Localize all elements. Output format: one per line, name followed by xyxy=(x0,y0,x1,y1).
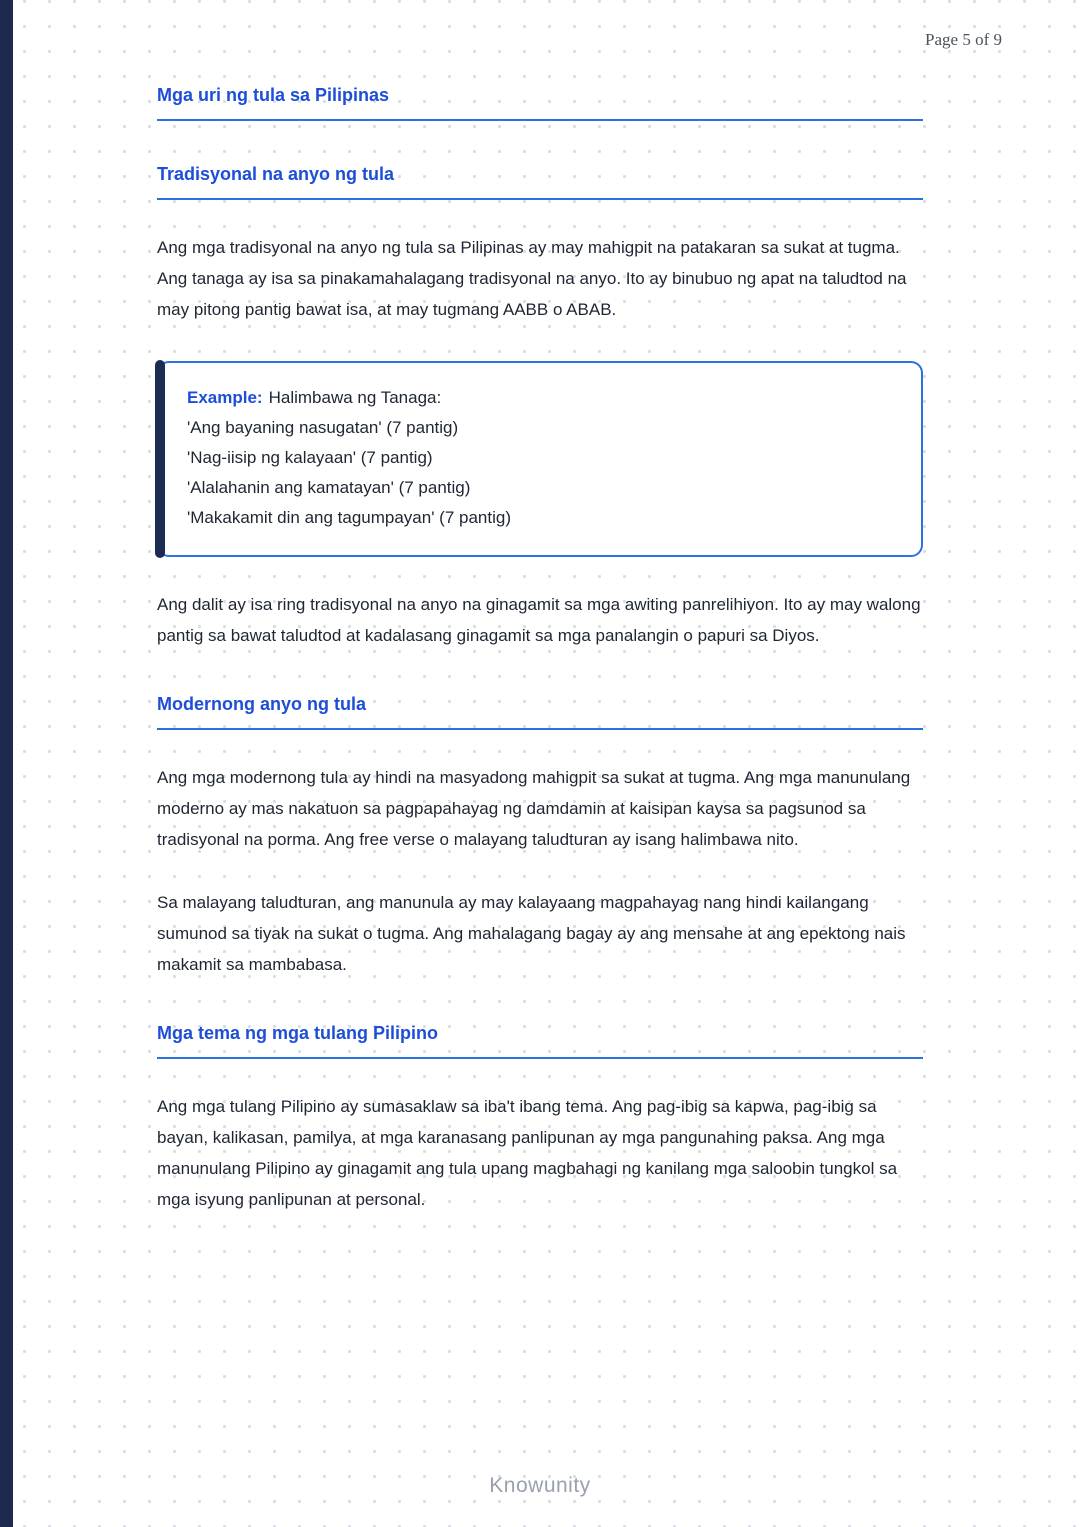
brand-footer: Knowunity xyxy=(489,1474,591,1497)
example-accent-bar xyxy=(155,360,165,558)
paragraph-moderno-2: Sa malayang taludturan, ang manunula ay may kalayaang magpahayag nang hindi kailangang sumunod sa tiyak na sukat o tugma. Ang mahalagang bagay ay ang mensahe at ang epektong nais makamit sa mambabasa. xyxy=(157,893,906,974)
example-verse-line-2: 'Nag-iisip ng kalayaan' (7 pantig) xyxy=(187,448,433,467)
example-label: Example: xyxy=(187,388,263,407)
paragraph-moderno-1: Ang mga modernong tula ay hindi na masyadong mahigpit sa sukat at tugma. Ang mga manunulang moderno ay mas nakatuon sa pagpapahayag ng damdamin at kaisipan kaysa sa pagsunod sa tradisyonal na porma. Ang free verse o malayang taludturan ay isang halimbawa nito. xyxy=(157,768,911,849)
section-heading-tradisyonal: Tradisyonal na anyo ng tula xyxy=(157,163,923,200)
document-body xyxy=(157,84,923,1215)
paragraph-tradisyonal-1: Ang mga tradisyonal na anyo ng tula sa Pilipinas ay may mahigpit na patakaran sa sukat at tugma. Ang tanaga ay isa sa pinakamahalagang tradisyonal na anyo. Ito ay binubuo ng apat na taludtod na may pitong pantig bawat isa, at may tugmang AABB o ABAB. xyxy=(157,238,907,319)
example-verse-line-3: 'Alalahanin ang kamatayan' (7 pantig) xyxy=(187,478,471,497)
page-edge-accent-bar xyxy=(0,0,13,1527)
section-heading-tema: Mga tema ng mga tulang Pilipino xyxy=(157,1022,923,1059)
example-intro-text: Halimbawa ng Tanaga: xyxy=(268,388,442,407)
example-intro-line xyxy=(187,383,897,413)
example-verse-line-4: 'Makakamit din ang tagumpayan' (7 pantig) xyxy=(187,508,512,527)
section-heading-moderno: Modernong anyo ng tula xyxy=(157,693,923,730)
document-title: Mga uri ng tula sa Pilipinas xyxy=(157,84,923,121)
paragraph-tradisyonal-2: Ang dalit ay isa ring tradisyonal na anyo na ginagamit sa mga awiting panrelihiyon. Ito ay may walong pantig sa bawat taludtod at kadalasang ginagamit sa mga panalangin o papuri sa Diyos. xyxy=(157,595,921,645)
paragraph-tema-1: Ang mga tulang Pilipino ay sumasaklaw sa iba't ibang tema. Ang pag-ibig sa kapwa, pag-ibig sa bayan, kalikasan, pamilya, at mga karanasang panlipunan ay mga pangunahing paksa. Ang mga manunulang Pilipino ay ginagamit ang tula upang magbahagi ng kanilang mga saloobin tungkol sa mga isyung panlipunan at personal. xyxy=(157,1097,898,1209)
example-verse-line-1: 'Ang bayaning nasugatan' (7 pantig) xyxy=(187,418,459,437)
example-callout-box xyxy=(157,361,923,557)
page-number-indicator: Page 5 of 9 xyxy=(925,30,1002,49)
